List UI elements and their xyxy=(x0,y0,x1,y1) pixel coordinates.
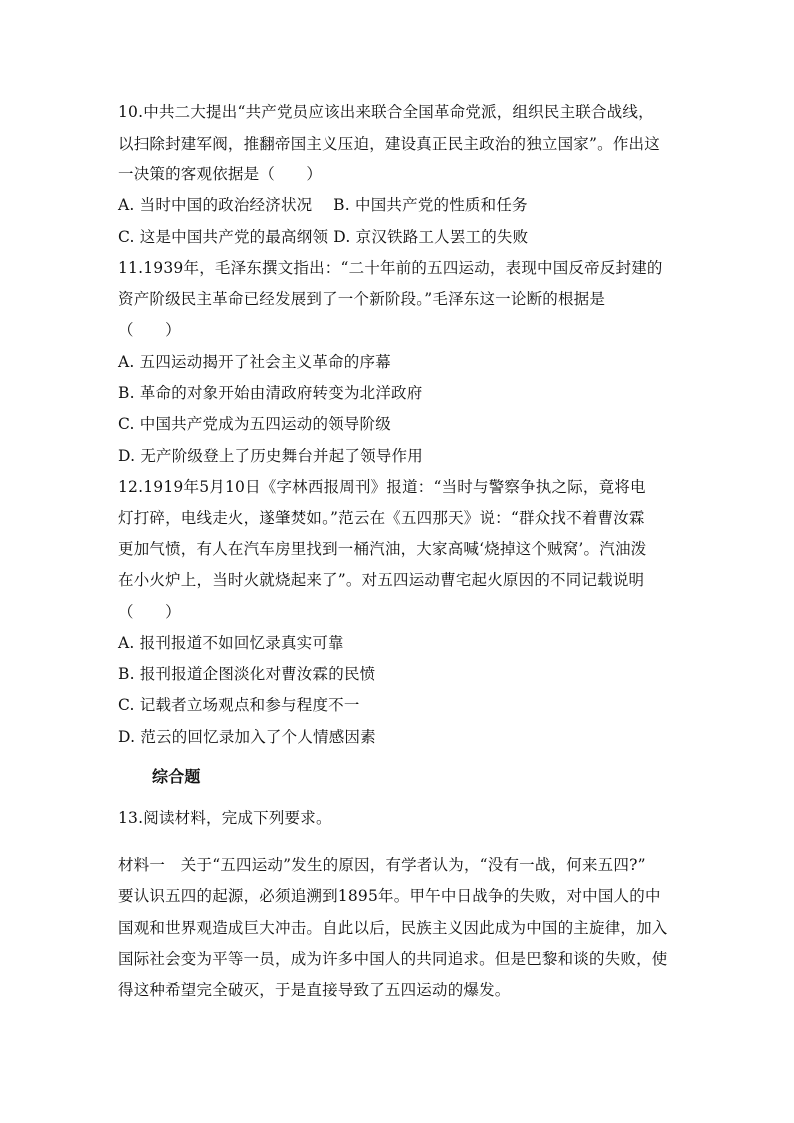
q13-material-line-1: 材料一 关于“五四运动”发生的原因，有学者认为，“没有一战，何来五四?” xyxy=(118,856,646,874)
q10-option-cd: C. 这是中国共产党的最高纲领 D. 京汉铁路工人罢工的失败 xyxy=(118,228,529,246)
q11-stem-line-3: （ ） xyxy=(118,321,181,339)
q12-stem-line-2: 灯打碎，电线走火，遂肇焚如。”范云在《五四那天》说：“群众找不着曹汝霖 xyxy=(118,509,645,527)
q10-stem-line-2: 以扫除封建军阀，推翻帝国主义压迫，建设真正民主政治的独立国家”。作出这 xyxy=(118,135,660,153)
q11-option-d: D. 无产阶级登上了历史舞台并起了领导作用 xyxy=(118,447,423,465)
q12-option-b: B. 报刊报道企图淡化对曹汝霖的民愤 xyxy=(118,665,376,683)
q11-option-a: A. 五四运动揭开了社会主义革命的序幕 xyxy=(118,353,391,371)
q11-stem-line-1: 11.1939年，毛泽东撰文指出：“二十年前的五四运动，表现中国反帝反封建的 xyxy=(118,259,663,277)
q11-option-c: C. 中国共产党成为五四运动的领导阶级 xyxy=(118,415,391,433)
q11-option-b: B. 革命的对象开始由清政府转变为北洋政府 xyxy=(118,384,423,402)
q13-material-line-5: 得这种希望完全破灭，于是直接导致了五四运动的爆发。 xyxy=(118,981,511,999)
q12-option-c: C. 记载者立场观点和参与程度不一 xyxy=(118,696,360,714)
q12-stem-line-3: 更加气愤，有人在汽车房里找到一桶汽油，大家高喊‘烧掉这个贼窝’。汽油泼 xyxy=(118,540,647,558)
q12-stem-line-1: 12.1919年5月10日《字林西报周刊》报道：“当时与警察争执之际，竟将电 xyxy=(118,478,646,496)
q12-option-a: A. 报刊报道不如回忆录真实可靠 xyxy=(118,634,344,652)
q10-stem-line-1: 10.中共二大提出“共产党员应该出来联合全国革命党派，组织民主联合战线， xyxy=(118,103,654,121)
q13-material-line-4: 国际社会变为平等一员，成为许多中国人的共同追求。但是巴黎和谈的失败，使 xyxy=(118,950,668,968)
q10-stem-line-3: 一决策的客观依据是（ ） xyxy=(118,165,323,183)
q10-option-ab: A. 当时中国的政治经济状况 B. 中国共产党的性质和任务 xyxy=(118,196,528,214)
q13-stem: 13.阅读材料，完成下列要求。 xyxy=(118,809,332,827)
q12-option-d: D. 范云的回忆录加入了个人情感因素 xyxy=(118,728,376,746)
q13-material-line-3: 国观和世界观造成巨大冲击。自此以后，民族主义因此成为中国的主旋律，加入 xyxy=(118,919,668,937)
q12-stem-line-4: 在小火炉上，当时火就烧起来了”。对五四运动曹宅起火原因的不同记载说明 xyxy=(118,571,645,589)
q13-material-line-2: 要认识五四的起源，必须追溯到1895年。甲午中日战争的失败，对中国人的中 xyxy=(118,887,661,905)
q12-stem-line-5: （ ） xyxy=(118,603,181,621)
section-heading: 综合题 xyxy=(152,767,201,786)
q11-stem-line-2: 资产阶级民主革命已经发展到了一个新阶段。”毛泽东这一论断的根据是 xyxy=(118,290,606,308)
